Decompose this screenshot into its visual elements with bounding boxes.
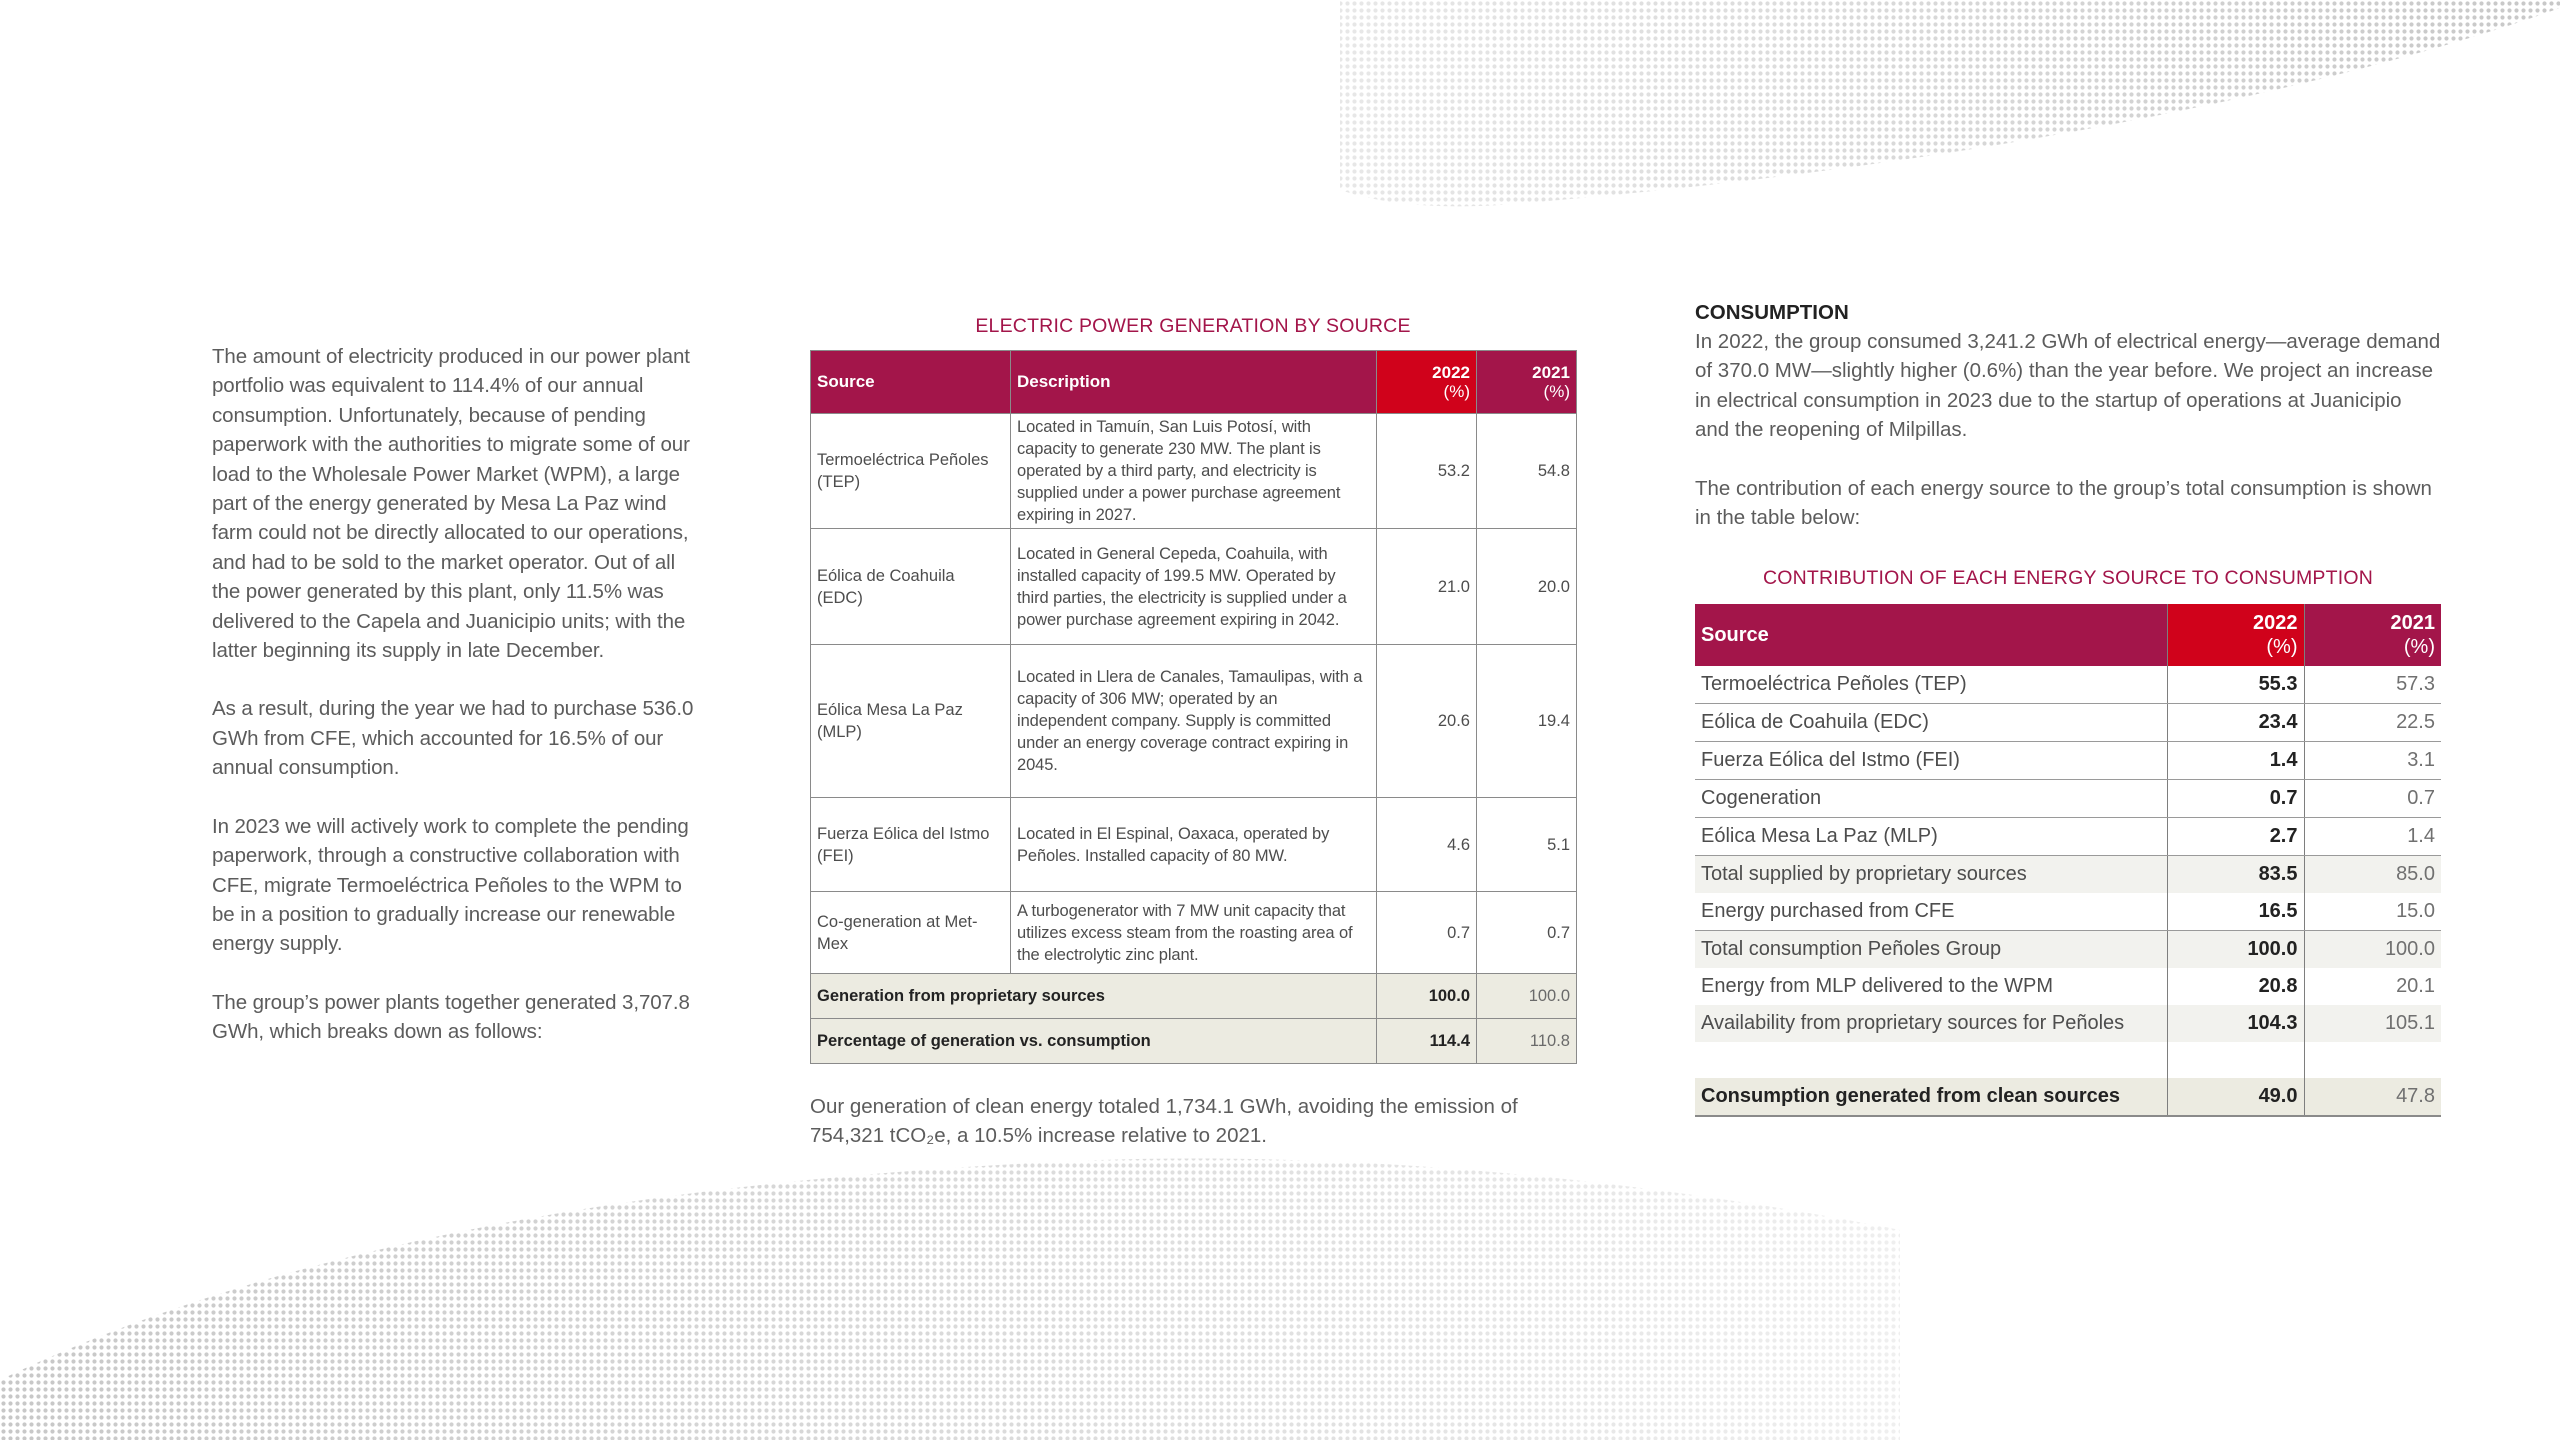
- cell-2021: 110.8: [1477, 1019, 1577, 1064]
- cell-2022: 2.7: [2167, 818, 2304, 856]
- cell-description: Located in El Espinal, Oaxaca, operated by Peñoles. Installed capacity of 80 MW.: [1011, 798, 1377, 892]
- cell-description: Located in Tamuín, San Luis Potosí, with capacity to generate 230 MW. The plant is operated by a third party, and electricity is supplied under a power purchase agreement expiring in 2027.: [1011, 414, 1377, 529]
- paragraph: As a result, during the year we had to purchase 536.0 GWh from CFE, which accounted for 16.5% of our annual consumption.: [212, 697, 694, 780]
- table-header-row: [811, 351, 1577, 414]
- paragraph: The amount of electricity produced in our power plant portfolio was equivalent to 114.4% of our annual consumption. Unfortunately, because of pending paperwork with the authorities to migrate some of our load to the Wholesale Power Market (WPM), a large part of the energy generated by Mesa La Paz wind farm could not be directly allocated to our operations, and had to be sold to the market operator. Out of all the power generated by this plant, only 11.5% was delivered to the Capela and Juanicipio units; with the latter beginning its supply in late December.: [212, 345, 690, 663]
- col-header-source: Source: [1695, 604, 2167, 666]
- consumption-table: [1695, 604, 2441, 1117]
- col-header-2021: 2021 (%): [1477, 351, 1577, 414]
- summary-row: [811, 1019, 1577, 1064]
- col-header-2022: 2022 (%): [1377, 351, 1477, 414]
- col-header-2021: 2021 (%): [2304, 604, 2441, 666]
- consumption-table-title: CONTRIBUTION OF EACH ENERGY SOURCE TO CONSUMPTION: [1762, 567, 2374, 590]
- cell-2022: 21.0: [1377, 529, 1477, 645]
- cell-source: Cogeneration: [1695, 780, 2167, 818]
- table-row: [1695, 818, 2441, 856]
- cell-2022: 49.0: [2167, 1078, 2304, 1116]
- cell-description: A turbogenerator with 7 MW unit capacity that utilizes excess steam from the roasting area of the electrolytic zinc plant.: [1011, 892, 1377, 974]
- table-row: [1695, 742, 2441, 780]
- table-row: [1695, 931, 2441, 969]
- cell-2022: 0.7: [2167, 780, 2304, 818]
- generation-table-title: ELECTRIC POWER GENERATION BY SOURCE: [975, 315, 1411, 337]
- cell-2022: 16.5: [2167, 893, 2304, 931]
- cell-2021: 85.0: [2304, 856, 2441, 894]
- col-header-2022: 2022 (%): [2167, 604, 2304, 666]
- cell-summary-label: Percentage of generation vs. consumption: [811, 1019, 1377, 1064]
- cell-source: Energy purchased from CFE: [1695, 893, 2167, 931]
- table-row: [1695, 968, 2441, 1005]
- cell-2021: 1.4: [2304, 818, 2441, 856]
- cell-2022: 83.5: [2167, 856, 2304, 894]
- cell-source: Eólica Mesa La Paz (MLP): [811, 645, 1011, 798]
- cell-2022: 100.0: [1377, 974, 1477, 1019]
- table-row-clean-sources: [1695, 1078, 2441, 1116]
- cell-source: Availability from proprietary sources for Peñoles: [1695, 1005, 2167, 1042]
- cell-2022: 104.3: [2167, 1005, 2304, 1042]
- table-row: [811, 645, 1577, 798]
- cell-2021: 3.1: [2304, 742, 2441, 780]
- cell-2021: 100.0: [1477, 974, 1577, 1019]
- table-row: [811, 529, 1577, 645]
- cell-2022: 20.8: [2167, 968, 2304, 1005]
- cell-2021: 0.7: [2304, 780, 2441, 818]
- summary-row: [811, 974, 1577, 1019]
- cell-source: Fuerza Eólica del Istmo (FEI): [811, 798, 1011, 892]
- table-row: [1695, 666, 2441, 704]
- consumption-section: [1695, 298, 2441, 1117]
- table-row: [811, 892, 1577, 974]
- table-row: [1695, 893, 2441, 931]
- cell-2021: 105.1: [2304, 1005, 2441, 1042]
- cell-2021: 47.8: [2304, 1078, 2441, 1116]
- consumption-heading: CONSUMPTION: [1695, 301, 1849, 324]
- cell-2022: 53.2: [1377, 414, 1477, 529]
- cell-2022: 114.4: [1377, 1019, 1477, 1064]
- clean-energy-note: Our generation of clean energy totaled 1,734.1 GWh, avoiding the emission of 754,321 tCO₂e, a 10.5% increase relative to 2021.: [810, 1095, 1518, 1148]
- cell-2022: 4.6: [1377, 798, 1477, 892]
- table-row: [1695, 704, 2441, 742]
- cell-source: Fuerza Eólica del Istmo (FEI): [1695, 742, 2167, 780]
- cell-source: Eólica de Coahuila (EDC): [811, 529, 1011, 645]
- table-row: [1695, 780, 2441, 818]
- cell-summary-label: Generation from proprietary sources: [811, 974, 1377, 1019]
- cell-source: Termoeléctrica Peñoles (TEP): [811, 414, 1011, 529]
- cell-2022: 100.0: [2167, 931, 2304, 969]
- paragraph: In 2022, the group consumed 3,241.2 GWh of electrical energy—average demand of 370.0 MW—slightly higher (0.6%) than the year before. We project an increase in electrical consumption in 2023 due to the startup of operations at Juanicipio and the reopening of Milpillas.: [1695, 330, 2441, 442]
- cell-source: Total supplied by proprietary sources: [1695, 856, 2167, 894]
- cell-2022: 0.7: [1377, 892, 1477, 974]
- col-header-source: Source: [811, 351, 1011, 414]
- cell-source: Co-generation at Met-Mex: [811, 892, 1011, 974]
- paragraph: The contribution of each energy source to the group’s total consumption is shown in the table below:: [1695, 476, 2432, 530]
- intro-text-column: [212, 342, 697, 1076]
- cell-source: Consumption generated from clean sources: [1695, 1078, 2167, 1116]
- cell-source: Eólica de Coahuila (EDC): [1695, 704, 2167, 742]
- generation-section: [810, 314, 1576, 1151]
- paragraph: The group’s power plants together generated 3,707.8 GWh, which breaks down as follows:: [212, 990, 690, 1044]
- table-row: [1695, 1005, 2441, 1042]
- cell-2022: 23.4: [2167, 704, 2304, 742]
- paragraph: In 2023 we will actively work to complete the pending paperwork, through a constructive collaboration with CFE, migrate Termoeléctrica Peñoles to the WPM to be in a position to gradually increase our renewable energy supply.: [212, 814, 689, 956]
- cell-2022: 1.4: [2167, 742, 2304, 780]
- table-row: [1695, 856, 2441, 894]
- cell-source: Termoeléctrica Peñoles (TEP): [1695, 666, 2167, 704]
- cell-2021: 57.3: [2304, 666, 2441, 704]
- cell-source: Total consumption Peñoles Group: [1695, 931, 2167, 969]
- cell-2021: 15.0: [2304, 893, 2441, 931]
- col-header-description: Description: [1011, 351, 1377, 414]
- table-row: [811, 414, 1577, 529]
- cell-description: Located in Llera de Canales, Tamaulipas, with a capacity of 306 MW; operated by an independent company. Supply is committed under an energy coverage contract expiring in 2045.: [1011, 645, 1377, 798]
- cell-2021: 0.7: [1477, 892, 1577, 974]
- cell-2021: 22.5: [2304, 704, 2441, 742]
- cell-2021: 5.1: [1477, 798, 1577, 892]
- cell-2021: 20.0: [1477, 529, 1577, 645]
- cell-2022: 20.6: [1377, 645, 1477, 798]
- cell-description: Located in General Cepeda, Coahuila, with installed capacity of 199.5 MW. Operated by third parties, the electricity is supplied under a power purchase agreement expiring in 2042.: [1011, 529, 1377, 645]
- cell-2021: 54.8: [1477, 414, 1577, 529]
- cell-2021: 20.1: [2396, 975, 2435, 998]
- blank-row: [1695, 1042, 2441, 1078]
- cell-2022: 55.3: [2167, 666, 2304, 704]
- cell-source: Energy from MLP delivered to the WPM: [1695, 968, 2167, 1005]
- table-header-row: [1695, 604, 2441, 666]
- table-row: [811, 798, 1577, 892]
- cell-source: Eólica Mesa La Paz (MLP): [1695, 818, 2167, 856]
- cell-2021: 19.4: [1477, 645, 1577, 798]
- cell-2021: 100.0: [2304, 931, 2441, 969]
- generation-table: [810, 350, 1577, 1064]
